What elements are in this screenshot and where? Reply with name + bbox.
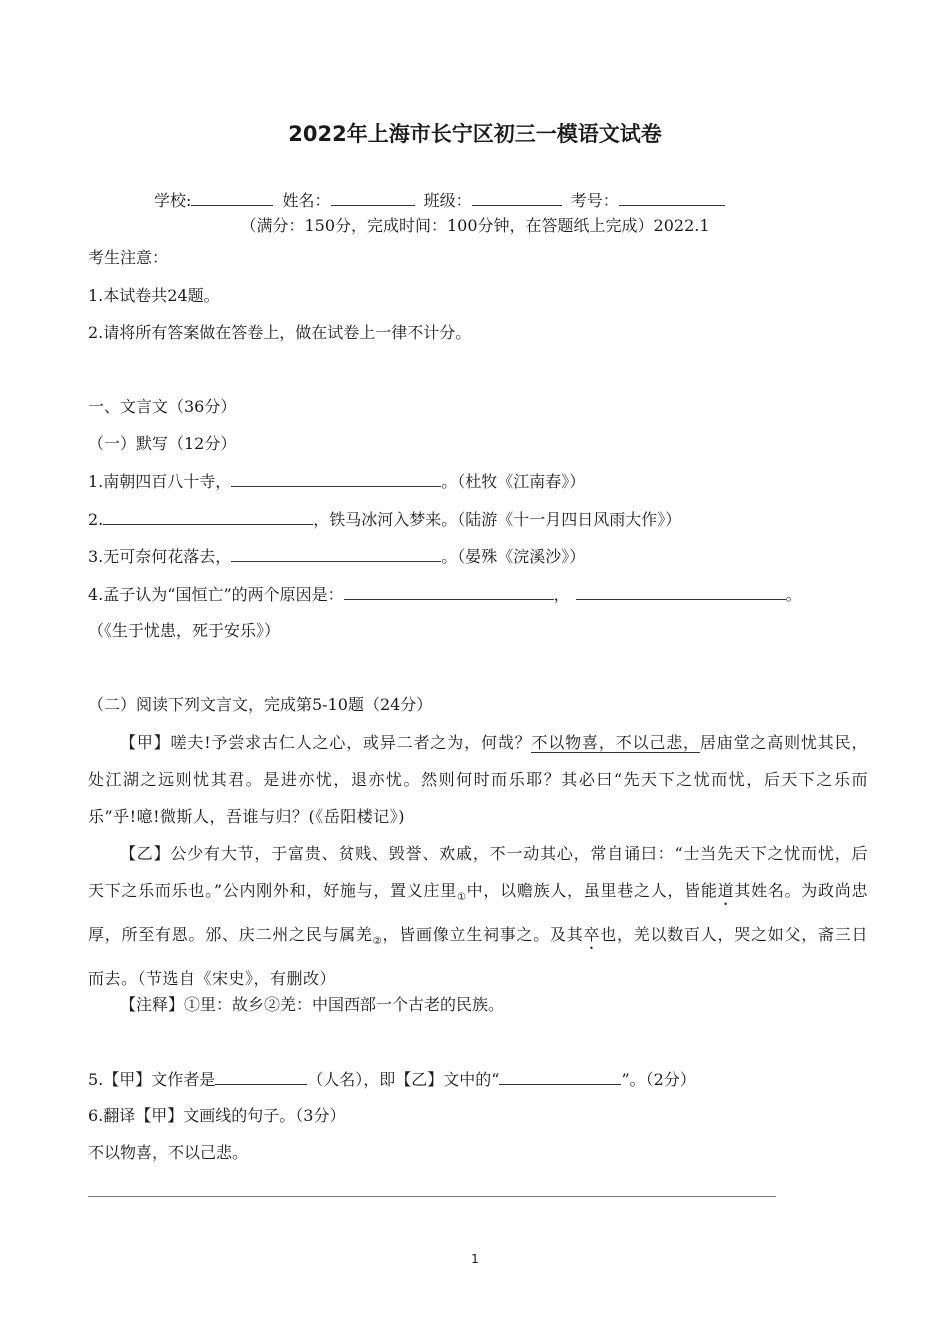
section-1-heading: 一、文言文（36分）	[88, 397, 237, 416]
q3-answer-blank[interactable]	[231, 545, 441, 562]
q4-source: （《生于忧患，死于安乐》）	[88, 621, 281, 640]
q6-answer-line[interactable]	[88, 1196, 776, 1197]
school-field[interactable]	[191, 189, 273, 206]
dotted-word-zu: 卒	[583, 925, 601, 945]
question-6: 6.翻译【甲】文画线的句子。（3分）	[88, 1106, 346, 1125]
passage-jia-label: 【甲】	[120, 733, 171, 752]
passage-yi-text-5: 也，羌以数百人，哭之如父，斋三日而去。（节选自《宋史》，有删改）	[88, 925, 868, 989]
notice-item-1: 1.本试卷共24题。	[88, 286, 220, 305]
q5-text-3: ”。（2分）	[621, 1070, 696, 1089]
question-1	[88, 470, 585, 493]
passage-yi-text-3: 其姓名。为政尚忠厚，所至有恩。邠、庆二州之民与属羌	[88, 881, 868, 945]
q4-comma: ，	[553, 585, 570, 604]
q2-text: ，铁马冰河入梦来。（陆游《十一月四日风雨大作》）	[313, 510, 682, 529]
q6-sentence: 不以物喜，不以己悲。	[88, 1143, 249, 1162]
note-marker-2: ②	[372, 936, 383, 948]
student-info-row	[154, 189, 725, 212]
class-label: 班级：	[423, 191, 472, 210]
q1-text: 1.南朝四百八十寺，	[88, 472, 232, 491]
q2-number: 2.	[88, 510, 104, 529]
notice-item-2: 2.请将所有答案做在答卷上，做在试卷上一律不计分。	[88, 323, 472, 342]
question-4	[88, 583, 802, 606]
q3-source: 。（晏殊《浣溪沙》）	[441, 547, 586, 566]
q4-period: 。	[785, 585, 802, 604]
school-label: 学校:	[154, 191, 192, 210]
exam-title: 2022年上海市长宁区初三一模语文试卷	[288, 122, 662, 146]
part-2-heading: （二）阅读下列文言文，完成第5-10题（24分）	[88, 695, 433, 714]
dotted-word-dao: 道	[717, 881, 735, 900]
passage-jia-text-1: 嗟夫!予尝求古仁人之心，或异二者之为，何哉？	[170, 733, 532, 752]
q5-name-blank[interactable]	[499, 1068, 621, 1085]
exam-no-field[interactable]	[619, 189, 725, 206]
passage-yi-text-1: 公少有大节，于富贵、贫贱、毁誉、欢戚，不一动其心，常自诵曰：“士当先天下之忧而忧，后天下之乐而乐也。”公内刚外和，好施与，置义庄里	[88, 844, 868, 900]
exam-info: （满分：150分，完成时间：100分钟，在答题纸上完成）2022.1	[240, 216, 710, 235]
note-marker-1: ①	[456, 892, 467, 904]
q3-text: 3.无可奈何花落去，	[88, 547, 232, 566]
q5-author-blank[interactable]	[215, 1068, 307, 1085]
class-field[interactable]	[472, 189, 562, 206]
q5-text-1: 5.【甲】文作者是	[88, 1070, 216, 1089]
passage-jia	[88, 724, 868, 835]
exam-no-label: 考号：	[570, 191, 619, 210]
q4-answer-blank-2[interactable]	[576, 583, 786, 600]
q2-answer-blank[interactable]	[103, 508, 313, 525]
passage-yi-label: 【乙】	[120, 844, 171, 863]
passage-yi-text-2: 中，以赡族人，虽里巷之人，皆能	[466, 881, 718, 900]
passage-yi-text-4: ，皆画像立生祠事之。及其	[382, 925, 584, 945]
question-2	[88, 508, 681, 531]
q4-text: 4.孟子认为“国恒亡”的两个原因是：	[88, 585, 344, 604]
annotation-notes: 【注释】①里：故乡②羌：中国西部一个古老的民族。	[120, 995, 505, 1014]
name-field[interactable]	[331, 189, 415, 206]
q1-answer-blank[interactable]	[231, 470, 441, 487]
page-number: 1	[471, 1252, 479, 1266]
question-3	[88, 545, 585, 568]
name-label: 姓名：	[282, 191, 331, 210]
q5-text-2: （人名），即【乙】文中的“	[307, 1070, 500, 1089]
question-5	[88, 1068, 696, 1091]
passage-yi	[88, 835, 868, 997]
q4-answer-blank-1[interactable]	[344, 583, 554, 600]
q1-source: 。（杜牧《江南春》）	[441, 472, 586, 491]
passage-jia-underlined-sentence: 不以物喜，不以己悲，	[531, 733, 700, 752]
passage-jia-text-2: 居庙堂之高则忧其民，处江湖之远则忧其君。是进亦忧，退亦忧。然则何时而乐耶？其必曰“先天下之忧而忧，后天下之乐而乐”乎!噫!微斯人，吾谁与归？(《岳阳楼记》)	[88, 733, 868, 826]
part-1-heading: （一）默写（12分）	[88, 434, 237, 453]
notice-heading: 考生注意：	[88, 248, 169, 267]
